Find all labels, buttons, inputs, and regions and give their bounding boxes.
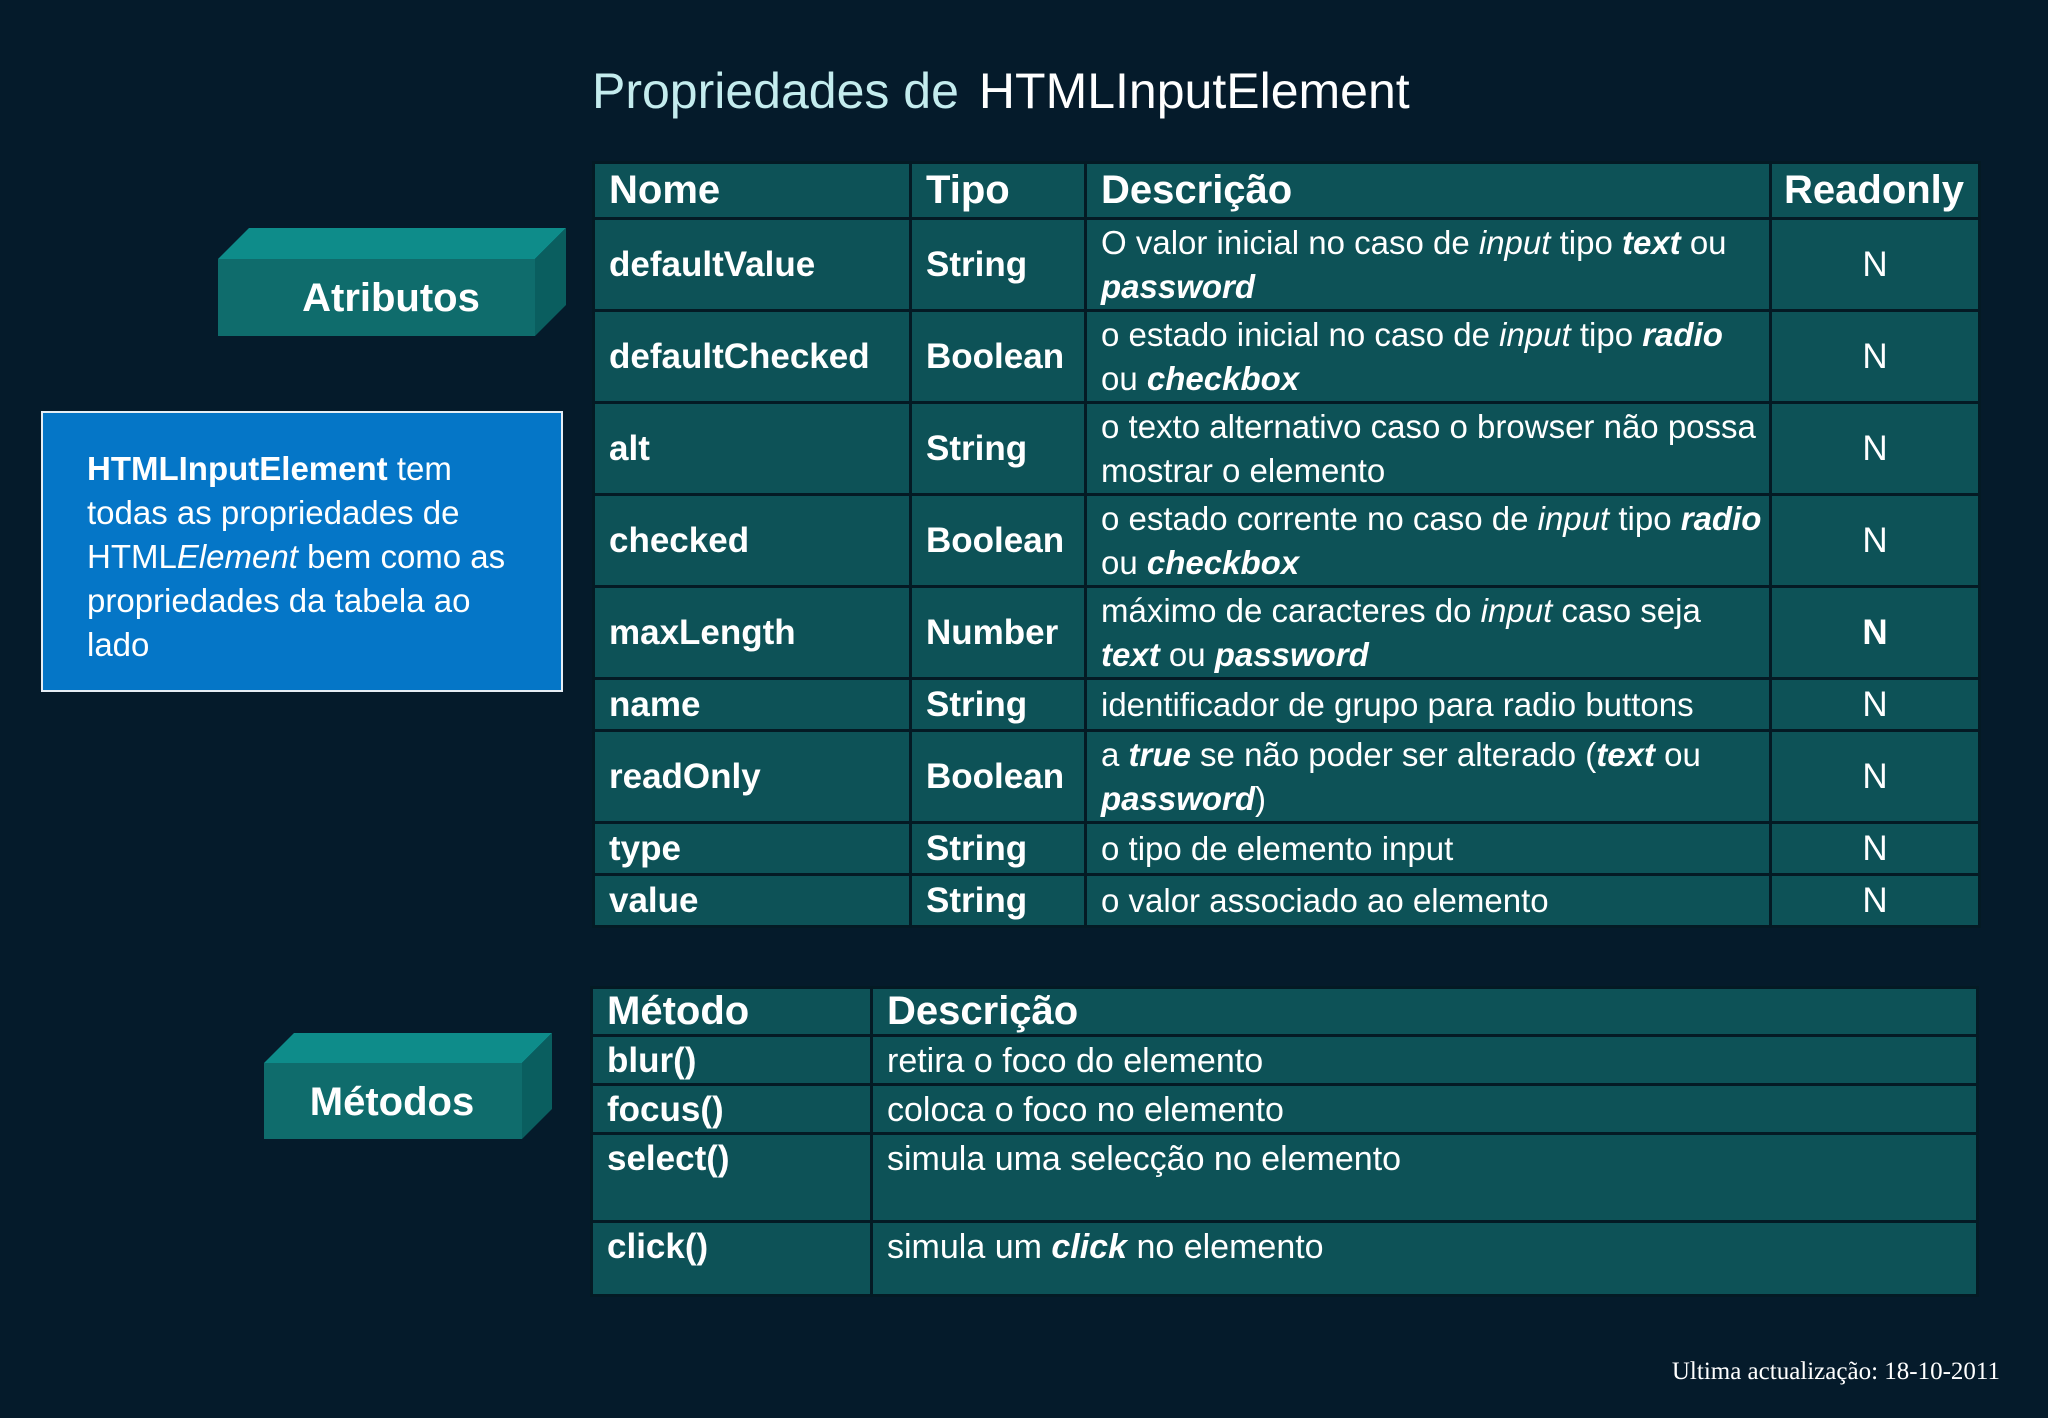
property-description: o estado corrente no caso de input tipo radio ou checkbox: [1086, 495, 1771, 587]
table-row: [594, 679, 1980, 731]
header-readonly: Readonly: [1771, 163, 1980, 219]
properties-table: [592, 161, 1981, 928]
property-name: name: [594, 679, 911, 731]
method-description: simula uma selecção no elemento: [872, 1134, 1978, 1222]
info-emphasis: Element: [176, 538, 298, 575]
title-class-name: HTMLInputElement: [978, 63, 1410, 119]
header-method-descricao: Descrição: [872, 988, 1978, 1036]
property-type: String: [911, 219, 1086, 311]
property-description: O valor inicial no caso de input tipo text ou password: [1086, 219, 1771, 311]
methods-label-box: [264, 1033, 552, 1139]
header-nome: Nome: [594, 163, 911, 219]
property-type: Boolean: [911, 731, 1086, 823]
method-description: coloca o foco no elemento: [872, 1085, 1978, 1134]
table-row: [594, 823, 1980, 875]
property-type: Boolean: [911, 495, 1086, 587]
table-row: [594, 495, 1980, 587]
header-descricao: Descrição: [1086, 163, 1771, 219]
property-type: String: [911, 679, 1086, 731]
property-readonly: N: [1771, 311, 1980, 403]
table-row: [592, 1085, 1978, 1134]
methods-table: [590, 986, 1979, 1297]
property-name: checked: [594, 495, 911, 587]
info-text-2: bem como as propriedades da tabela ao lado: [87, 538, 506, 663]
method-description: retira o foco do elemento: [872, 1036, 1978, 1085]
property-name: maxLength: [594, 587, 911, 679]
table-row: [594, 403, 1980, 495]
info-text-1: tem todas as propriedades de HTML: [87, 450, 460, 575]
table-row: [592, 1036, 1978, 1085]
methods-label: Métodos: [309, 1080, 475, 1124]
property-description: o valor associado ao elemento: [1086, 875, 1771, 927]
table-row: [592, 1134, 1978, 1222]
property-name: alt: [594, 403, 911, 495]
property-readonly: N: [1771, 219, 1980, 311]
attributes-label: Atributos: [302, 276, 480, 320]
property-name: defaultChecked: [594, 311, 911, 403]
property-type: String: [911, 403, 1086, 495]
method-name: blur(): [592, 1036, 872, 1085]
method-description: simula um click no elemento: [872, 1222, 1978, 1296]
table-row: [594, 311, 1980, 403]
property-description: identificador de grupo para radio buttons: [1086, 679, 1771, 731]
property-description: máximo de caracteres do input caso seja text ou password: [1086, 587, 1771, 679]
method-name: focus(): [592, 1085, 872, 1134]
property-readonly: N: [1771, 495, 1980, 587]
info-box: [41, 411, 563, 692]
table-row: [594, 875, 1980, 927]
method-name: click(): [592, 1222, 872, 1296]
header-metodo: Método: [592, 988, 872, 1036]
property-name: value: [594, 875, 911, 927]
table-row: [594, 731, 1980, 823]
method-name: select(): [592, 1134, 872, 1222]
header-tipo: Tipo: [911, 163, 1086, 219]
page-title: [592, 62, 1410, 120]
table-row: [594, 219, 1980, 311]
property-readonly: N: [1771, 679, 1980, 731]
property-description: a true se não poder ser alterado (text ou password): [1086, 731, 1771, 823]
title-prefix: Propriedades de: [592, 63, 959, 119]
property-readonly: N: [1771, 875, 1980, 927]
property-name: type: [594, 823, 911, 875]
table-row: [592, 1222, 1978, 1296]
property-type: Boolean: [911, 311, 1086, 403]
property-description: o tipo de elemento input: [1086, 823, 1771, 875]
info-strong: HTMLInputElement: [87, 450, 388, 487]
property-name: readOnly: [594, 731, 911, 823]
table-row: [594, 587, 1980, 679]
property-readonly: N: [1771, 587, 1980, 679]
last-updated-note: Ultima actualização: 18-10-2011: [1671, 1358, 2000, 1385]
property-description: o estado inicial no caso de input tipo radio ou checkbox: [1086, 311, 1771, 403]
property-type: String: [911, 875, 1086, 927]
property-type: Number: [911, 587, 1086, 679]
property-name: defaultValue: [594, 219, 911, 311]
property-description: o texto alternativo caso o browser não possa mostrar o elemento: [1086, 403, 1771, 495]
property-readonly: N: [1771, 823, 1980, 875]
property-type: String: [911, 823, 1086, 875]
property-readonly: N: [1771, 731, 1980, 823]
properties-header-row: [594, 163, 1980, 219]
attributes-label-box: [218, 228, 566, 336]
property-readonly: N: [1771, 403, 1980, 495]
methods-header-row: [592, 988, 1978, 1036]
